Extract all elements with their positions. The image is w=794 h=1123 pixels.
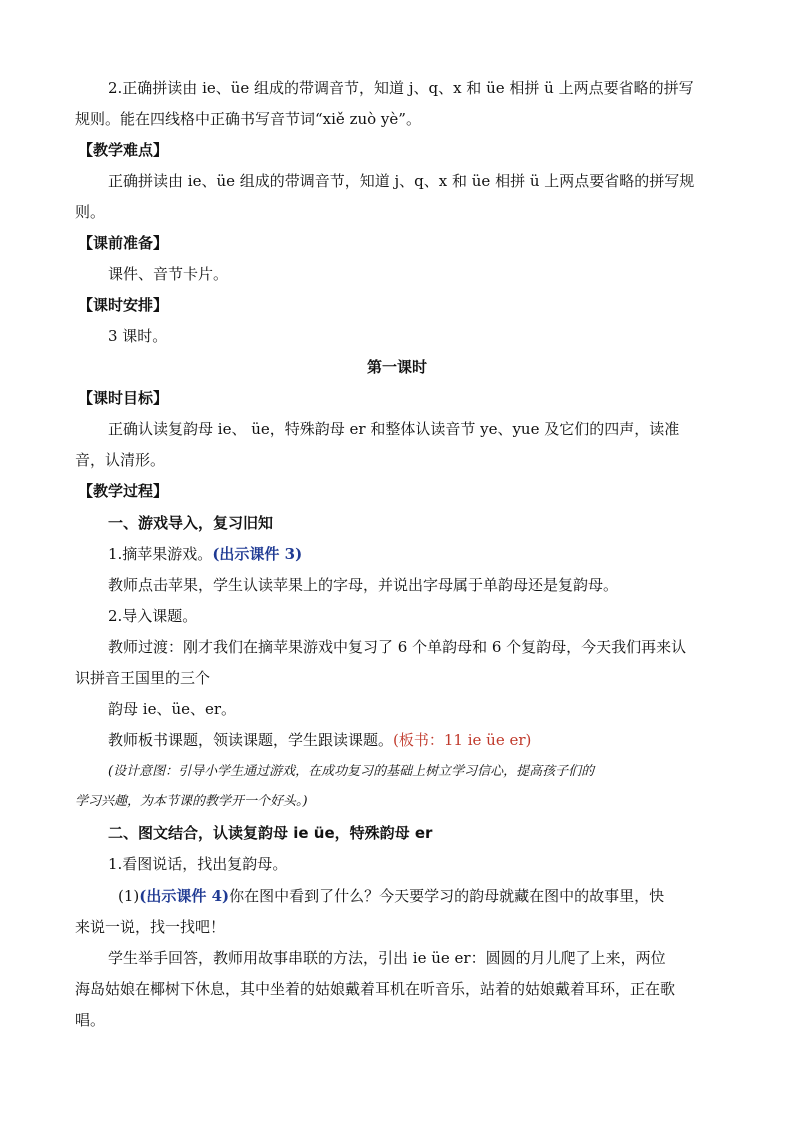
answer-line-3: 唱。 <box>75 1011 106 1029</box>
preparation-heading: 【课前准备】 <box>78 234 169 252</box>
board-line <box>108 730 531 750</box>
board-text: 教师板书课题，领读课题，学生跟读课题。 <box>108 731 394 749</box>
transition-line-2: 识拼音王国里的三个 <box>75 669 211 687</box>
sub-1-line <box>118 886 664 906</box>
lesson-title: 第一课时 <box>366 358 427 376</box>
step-1-note: (出示课件 3) <box>212 545 303 563</box>
lesson-goal-line-2: 音，认清形。 <box>75 451 166 469</box>
difficulty-line-2: 则。 <box>75 203 106 221</box>
transition-line-1: 教师过渡：刚才我们在摘苹果游戏中复习了 6 个单韵母和 6 个复韵母，今天我们再来认 <box>108 638 687 656</box>
step-1-text: 1.摘苹果游戏。 <box>108 545 213 563</box>
lesson-goal-line-1: 正确认读复韵母 ie、 üe，特殊韵母 er 和整体认读音节 ye、yue 及它们的四声，读准 <box>108 420 680 438</box>
process-heading: 【教学过程】 <box>78 482 169 500</box>
sub-1-prefix: (1) <box>118 887 140 905</box>
design-intent-line-2: 学习兴趣，为本节课的教学开一个好头。) <box>75 794 308 809</box>
transition-line-3: 韵母 ie、üe、er。 <box>108 700 237 718</box>
schedule-heading: 【课时安排】 <box>78 296 169 314</box>
answer-line-2: 海岛姑娘在椰树下休息，其中坐着的姑娘戴着耳机在听音乐，站着的姑娘戴着耳环，正在歌 <box>75 980 676 998</box>
step-2-text: 2.导入课题。 <box>108 607 198 625</box>
board-note: (板书：11 ie üe er) <box>393 731 532 749</box>
sub-1-note: (出示课件 4) <box>139 887 230 905</box>
goal-2-line-2: 规则。能在四线格中正确书写音节词“xiě zuò yè”。 <box>75 110 421 128</box>
section-2-step-1: 1.看图说话，找出复韵母。 <box>108 855 288 873</box>
step-1-line <box>108 544 302 564</box>
sub-1-text: 你在图中看到了什么？今天要学习的韵母就藏在图中的故事里，快 <box>229 887 665 905</box>
difficulty-heading: 【教学难点】 <box>78 141 169 159</box>
schedule-text: 3 课时。 <box>108 327 168 345</box>
difficulty-line-1: 正确拼读由 ie、üe 组成的带调音节，知道 j、q、x 和 üe 相拼 ü 上两点要省略的拼写规 <box>108 172 695 190</box>
preparation-text: 课件、音节卡片。 <box>108 265 229 283</box>
section-1-title: 一、游戏导入，复习旧知 <box>108 514 274 532</box>
lesson-goal-heading: 【课时目标】 <box>78 389 169 407</box>
step-1-desc: 教师点击苹果，学生认读苹果上的字母，并说出字母属于单韵母还是复韵母。 <box>108 576 619 594</box>
goal-2-line-1: 2.正确拼读由 ie、üe 组成的带调音节，知道 j、q、x 和 üe 相拼 ü 上两点要省略的拼写 <box>108 79 694 97</box>
section-2-title: 二、图文结合，认读复韵母 ie üe，特殊韵母 er <box>108 824 433 842</box>
answer-line-1: 学生举手回答，教师用故事串联的方法，引出 ie üe er：圆圆的月儿爬了上来，两位 <box>108 949 666 967</box>
design-intent-line-1: (设计意图：引导小学生通过游戏，在成功复习的基础上树立学习信心，提高孩子们的 <box>108 764 595 779</box>
sub-1-line-2: 来说一说，找一找吧！ <box>75 918 226 936</box>
